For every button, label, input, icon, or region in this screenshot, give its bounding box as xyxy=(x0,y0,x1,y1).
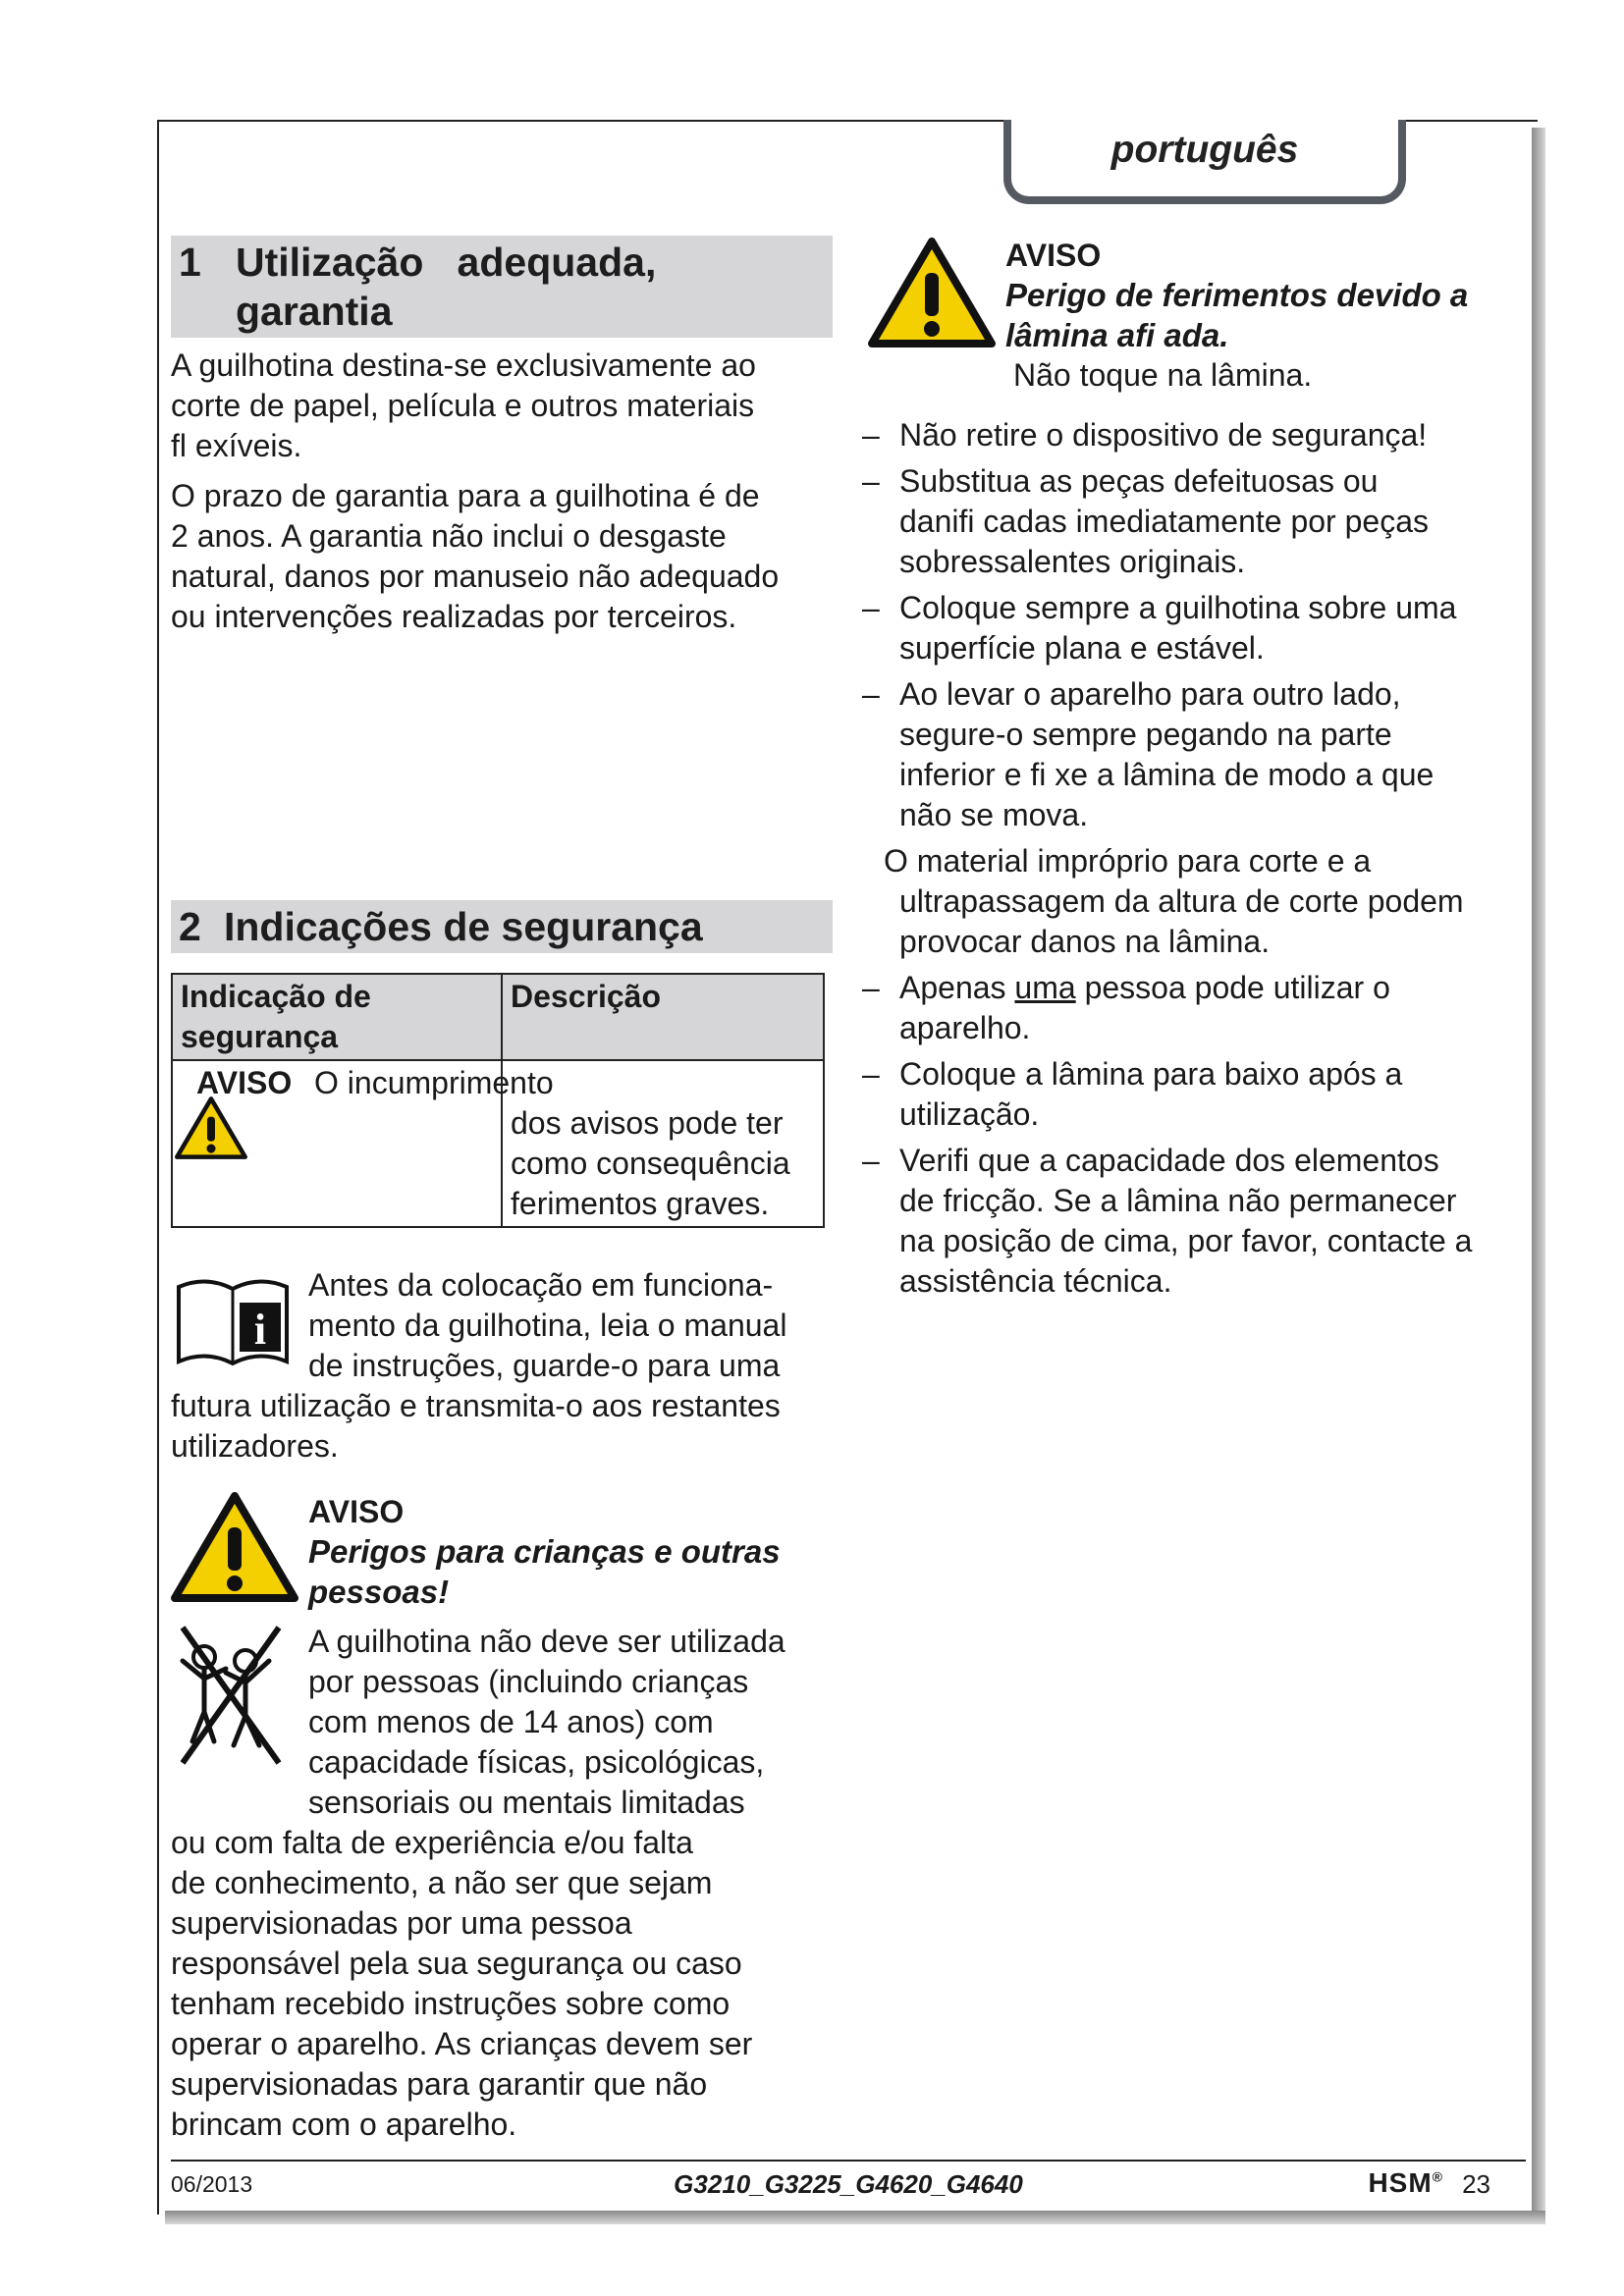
language-tab xyxy=(1003,120,1406,204)
text-line: com menos de 14 anos) com xyxy=(308,1704,714,1739)
list-item: – Coloque sempre a guilhotina sobre uma superfície plana e estável. xyxy=(862,590,1457,666)
language-label: português xyxy=(1110,129,1299,171)
text-line: responsável pela sua segurança ou caso xyxy=(171,1946,742,1981)
text-line: futura utilização e transmita-o aos restantes xyxy=(171,1388,781,1423)
list-item: – Apenas uma pessoa pode utilizar o aparelho. xyxy=(862,970,1390,1045)
description-line: como consequência xyxy=(511,1146,790,1181)
text-line: de instruções, guarde-o para uma xyxy=(308,1348,781,1383)
section-1-title-line1: Utilização adequada, xyxy=(236,240,657,285)
text-line: Antes da colocação em funciona- xyxy=(308,1267,774,1303)
text-line: brincam com o aparelho. xyxy=(171,2107,517,2142)
blade-warning xyxy=(862,236,1540,396)
text-line: corte de papel, película e outros materiais xyxy=(171,388,755,423)
text-line: supervisionadas para garantir que não xyxy=(171,2066,708,2102)
warning-label: AVISO xyxy=(1005,238,1102,273)
text-line: utilizadores. xyxy=(171,1428,339,1464)
children-warning xyxy=(171,1492,833,2145)
warning-text: Não toque na lâmina. xyxy=(1013,357,1313,393)
page-footer xyxy=(171,2160,1526,2201)
section-1-para-2 xyxy=(171,476,833,637)
text-line: O prazo de garantia para a guilhotina é de xyxy=(171,478,760,513)
list-item: – Verifi que a capacidade dos elementos de fricção. Se a lâmina não permanecer na posição de cima, por favor, contacte a assistência técnica. xyxy=(862,1143,1473,1299)
table-header-indication: Indicação de segurança xyxy=(172,974,502,1060)
manual-book-icon xyxy=(175,1275,291,1367)
text-line: O material impróprio para corte e a xyxy=(884,843,1372,879)
page-shadow-bottom xyxy=(165,2211,1545,2224)
list-item: – Não retire o dispositivo de segurança! xyxy=(862,417,1428,453)
warning-triangle-icon xyxy=(868,238,996,347)
list-item: – Substitua as peças defeituosas ou danifi cadas imediatamente por peças sobressalentes originais. xyxy=(862,463,1429,579)
section-1-para-1 xyxy=(171,346,833,466)
safety-bullet-list-2 xyxy=(862,968,1540,1302)
text-line: A guilhotina não deve ser utilizada xyxy=(308,1624,785,1659)
right-column xyxy=(862,236,1540,1308)
safety-bullet-list xyxy=(862,415,1540,835)
table-cell-description xyxy=(314,1060,824,1227)
text-line: supervisionadas por uma pessoa xyxy=(171,1905,632,1941)
text-line: por pessoas (incluindo crianças xyxy=(308,1664,749,1699)
text-line: de conhecimento, a não ser que sejam xyxy=(171,1865,713,1900)
text-line: provocar danos na lâmina. xyxy=(899,924,1271,959)
page-number: 23 xyxy=(1462,2169,1490,2199)
material-damage-note xyxy=(862,841,1540,962)
description-line: O incumprimento xyxy=(314,1065,554,1100)
text-line: ou com falta de experiência e/ou falta xyxy=(171,1825,693,1860)
section-2-heading xyxy=(171,900,833,953)
table-row xyxy=(172,1060,824,1227)
list-item: – Ao levar o aparelho para outro lado, segure-o sempre pegando na parte inferior e fi xe a lâmina de modo a que não se mova. xyxy=(862,676,1435,832)
section-1-number: 1 xyxy=(179,240,201,285)
list-item: – Coloque a lâmina para baixo após a utilização. xyxy=(862,1056,1403,1132)
svg-text:i: i xyxy=(253,1306,267,1354)
text-line: operar o aparelho. As crianças devem ser xyxy=(171,2026,753,2061)
text-line: tenham recebido instruções sobre como xyxy=(171,1986,731,2021)
section-2-title: Indicações de segurança xyxy=(224,904,703,949)
footer-models: G3210_G3225_G4620_G4640 xyxy=(674,2169,1023,2199)
warning-title-line: lâmina afi ada. xyxy=(1005,317,1229,353)
description-line: dos avisos pode ter xyxy=(511,1105,784,1141)
warning-title-line: Perigos para crianças e outras xyxy=(308,1533,781,1570)
warning-triangle-icon xyxy=(175,1096,247,1159)
text-line: ou intervenções realizadas por terceiros. xyxy=(171,599,737,634)
manual-note xyxy=(171,1265,833,1467)
warning-triangle-icon xyxy=(171,1492,298,1602)
no-children-icon xyxy=(175,1622,285,1769)
warning-label: AVISO xyxy=(308,1494,405,1529)
text-line: sensoriais ou mentais limitadas xyxy=(308,1785,745,1820)
text-line: fl exíveis. xyxy=(171,428,302,463)
section-1-title-line2: garantia xyxy=(236,289,393,334)
warning-title-line: Perigo de ferimentos devido a xyxy=(1005,277,1469,313)
text-line: A guilhotina destina-se exclusivamente ao xyxy=(171,347,756,383)
table-warning-label: AVISO xyxy=(196,1065,293,1100)
text-line: mento da guilhotina, leia o manual xyxy=(308,1308,787,1343)
description-line: ferimentos graves. xyxy=(511,1186,770,1221)
text-line: ultrapassagem da altura de corte podem xyxy=(899,883,1464,919)
left-column xyxy=(171,236,833,2145)
text-line: natural, danos por manuseio não adequado xyxy=(171,559,780,594)
footer-date: 06/2013 xyxy=(171,2171,253,2197)
table-header-description: Descrição xyxy=(502,974,824,1060)
text-line: capacidade físicas, psicológicas, xyxy=(308,1744,765,1780)
brand-logo: HSM® xyxy=(1368,2167,1443,2198)
section-1-heading xyxy=(171,236,833,338)
warning-title-line: pessoas! xyxy=(308,1574,450,1610)
section-2-number: 2 xyxy=(179,904,201,949)
text-line: 2 anos. A garantia não inclui o desgaste xyxy=(171,518,727,554)
safety-indication-table xyxy=(171,973,825,1228)
